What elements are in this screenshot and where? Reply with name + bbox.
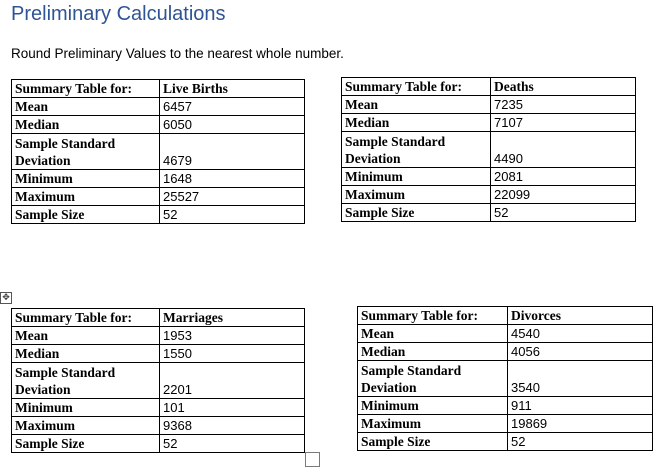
row-value[interactable]: 1550 (160, 345, 305, 363)
table-row (358, 433, 653, 451)
row-label[interactable]: Mean (12, 98, 160, 116)
row-value[interactable]: 22099 (491, 186, 636, 204)
row-value[interactable]: 4490 (491, 132, 636, 168)
row-label[interactable]: Minimum (12, 399, 160, 417)
summary-table-live-births (11, 79, 305, 224)
row-value[interactable]: 101 (160, 399, 305, 417)
row-label[interactable]: Median (342, 114, 491, 132)
row-value[interactable]: 52 (160, 435, 305, 453)
table-row (12, 98, 305, 116)
summary-table-divorces (357, 306, 653, 451)
row-label[interactable]: Sample Standard Deviation (12, 134, 160, 170)
page-heading: Preliminary Calculations (11, 3, 226, 25)
row-value[interactable]: 4056 (508, 343, 653, 361)
header-value[interactable]: Deaths (491, 78, 636, 96)
row-label[interactable]: Sample Size (12, 206, 160, 224)
row-value[interactable]: 3540 (508, 361, 653, 397)
row-value[interactable]: 2201 (160, 363, 305, 399)
row-value[interactable]: 6457 (160, 98, 305, 116)
header-label[interactable]: Summary Table for: (342, 78, 491, 96)
table-row (12, 134, 305, 170)
table-row (342, 132, 636, 168)
table-row (358, 325, 653, 343)
table-row (12, 327, 305, 345)
row-value[interactable]: 6050 (160, 116, 305, 134)
table-row (12, 399, 305, 417)
table-row (12, 170, 305, 188)
row-label[interactable]: Maximum (358, 415, 508, 433)
table-row (12, 345, 305, 363)
table-row (358, 343, 653, 361)
row-label[interactable]: Maximum (12, 188, 160, 206)
table-row (358, 397, 653, 415)
summary-table-marriages (11, 308, 305, 453)
row-label[interactable]: Sample Standard Deviation (342, 132, 491, 168)
row-value[interactable]: 4540 (508, 325, 653, 343)
table-row (358, 415, 653, 433)
table-header-row (358, 307, 653, 325)
table-row (358, 361, 653, 397)
row-value[interactable]: 7107 (491, 114, 636, 132)
row-value[interactable]: 1953 (160, 327, 305, 345)
row-value[interactable]: 52 (508, 433, 653, 451)
row-label[interactable]: Sample Size (358, 433, 508, 451)
table-row (12, 435, 305, 453)
table-row (342, 114, 636, 132)
row-value[interactable]: 19869 (508, 415, 653, 433)
row-label[interactable]: Median (12, 116, 160, 134)
row-label[interactable]: Mean (342, 96, 491, 114)
row-label[interactable]: Mean (358, 325, 508, 343)
row-value[interactable]: 52 (491, 204, 636, 222)
table-row (12, 188, 305, 206)
row-label[interactable]: Sample Size (12, 435, 160, 453)
header-label[interactable]: Summary Table for: (12, 309, 160, 327)
row-label[interactable]: Maximum (342, 186, 491, 204)
table-header-row (342, 78, 636, 96)
table-row (12, 206, 305, 224)
move-icon[interactable]: ✥ (0, 292, 12, 304)
row-label[interactable]: Sample Size (342, 204, 491, 222)
row-label[interactable]: Median (358, 343, 508, 361)
row-value[interactable]: 911 (508, 397, 653, 415)
row-value[interactable]: 7235 (491, 96, 636, 114)
row-label[interactable]: Sample Standard Deviation (12, 363, 160, 399)
row-value[interactable]: 52 (160, 206, 305, 224)
table-header-row (12, 309, 305, 327)
row-value[interactable]: 9368 (160, 417, 305, 435)
row-label[interactable]: Minimum (342, 168, 491, 186)
row-value[interactable]: 25527 (160, 188, 305, 206)
table-row (12, 363, 305, 399)
table-row (342, 168, 636, 186)
row-label[interactable]: Sample Standard Deviation (358, 361, 508, 397)
table-row (12, 417, 305, 435)
row-value[interactable]: 4679 (160, 134, 305, 170)
header-value[interactable]: Marriages (160, 309, 305, 327)
row-label[interactable]: Maximum (12, 417, 160, 435)
header-label[interactable]: Summary Table for: (12, 80, 160, 98)
row-label[interactable]: Median (12, 345, 160, 363)
table-row (342, 96, 636, 114)
header-value[interactable]: Divorces (508, 307, 653, 325)
row-label[interactable]: Minimum (358, 397, 508, 415)
resize-icon[interactable] (305, 452, 320, 467)
table-row (342, 186, 636, 204)
instruction-text: Round Preliminary Values to the nearest whole number. (11, 46, 344, 61)
table-header-row (12, 80, 305, 98)
header-value[interactable]: Live Births (160, 80, 305, 98)
row-label[interactable]: Mean (12, 327, 160, 345)
table-row (342, 204, 636, 222)
header-label[interactable]: Summary Table for: (358, 307, 508, 325)
table-row (12, 116, 305, 134)
row-value[interactable]: 2081 (491, 168, 636, 186)
row-value[interactable]: 1648 (160, 170, 305, 188)
summary-table-deaths (341, 77, 636, 222)
row-label[interactable]: Minimum (12, 170, 160, 188)
